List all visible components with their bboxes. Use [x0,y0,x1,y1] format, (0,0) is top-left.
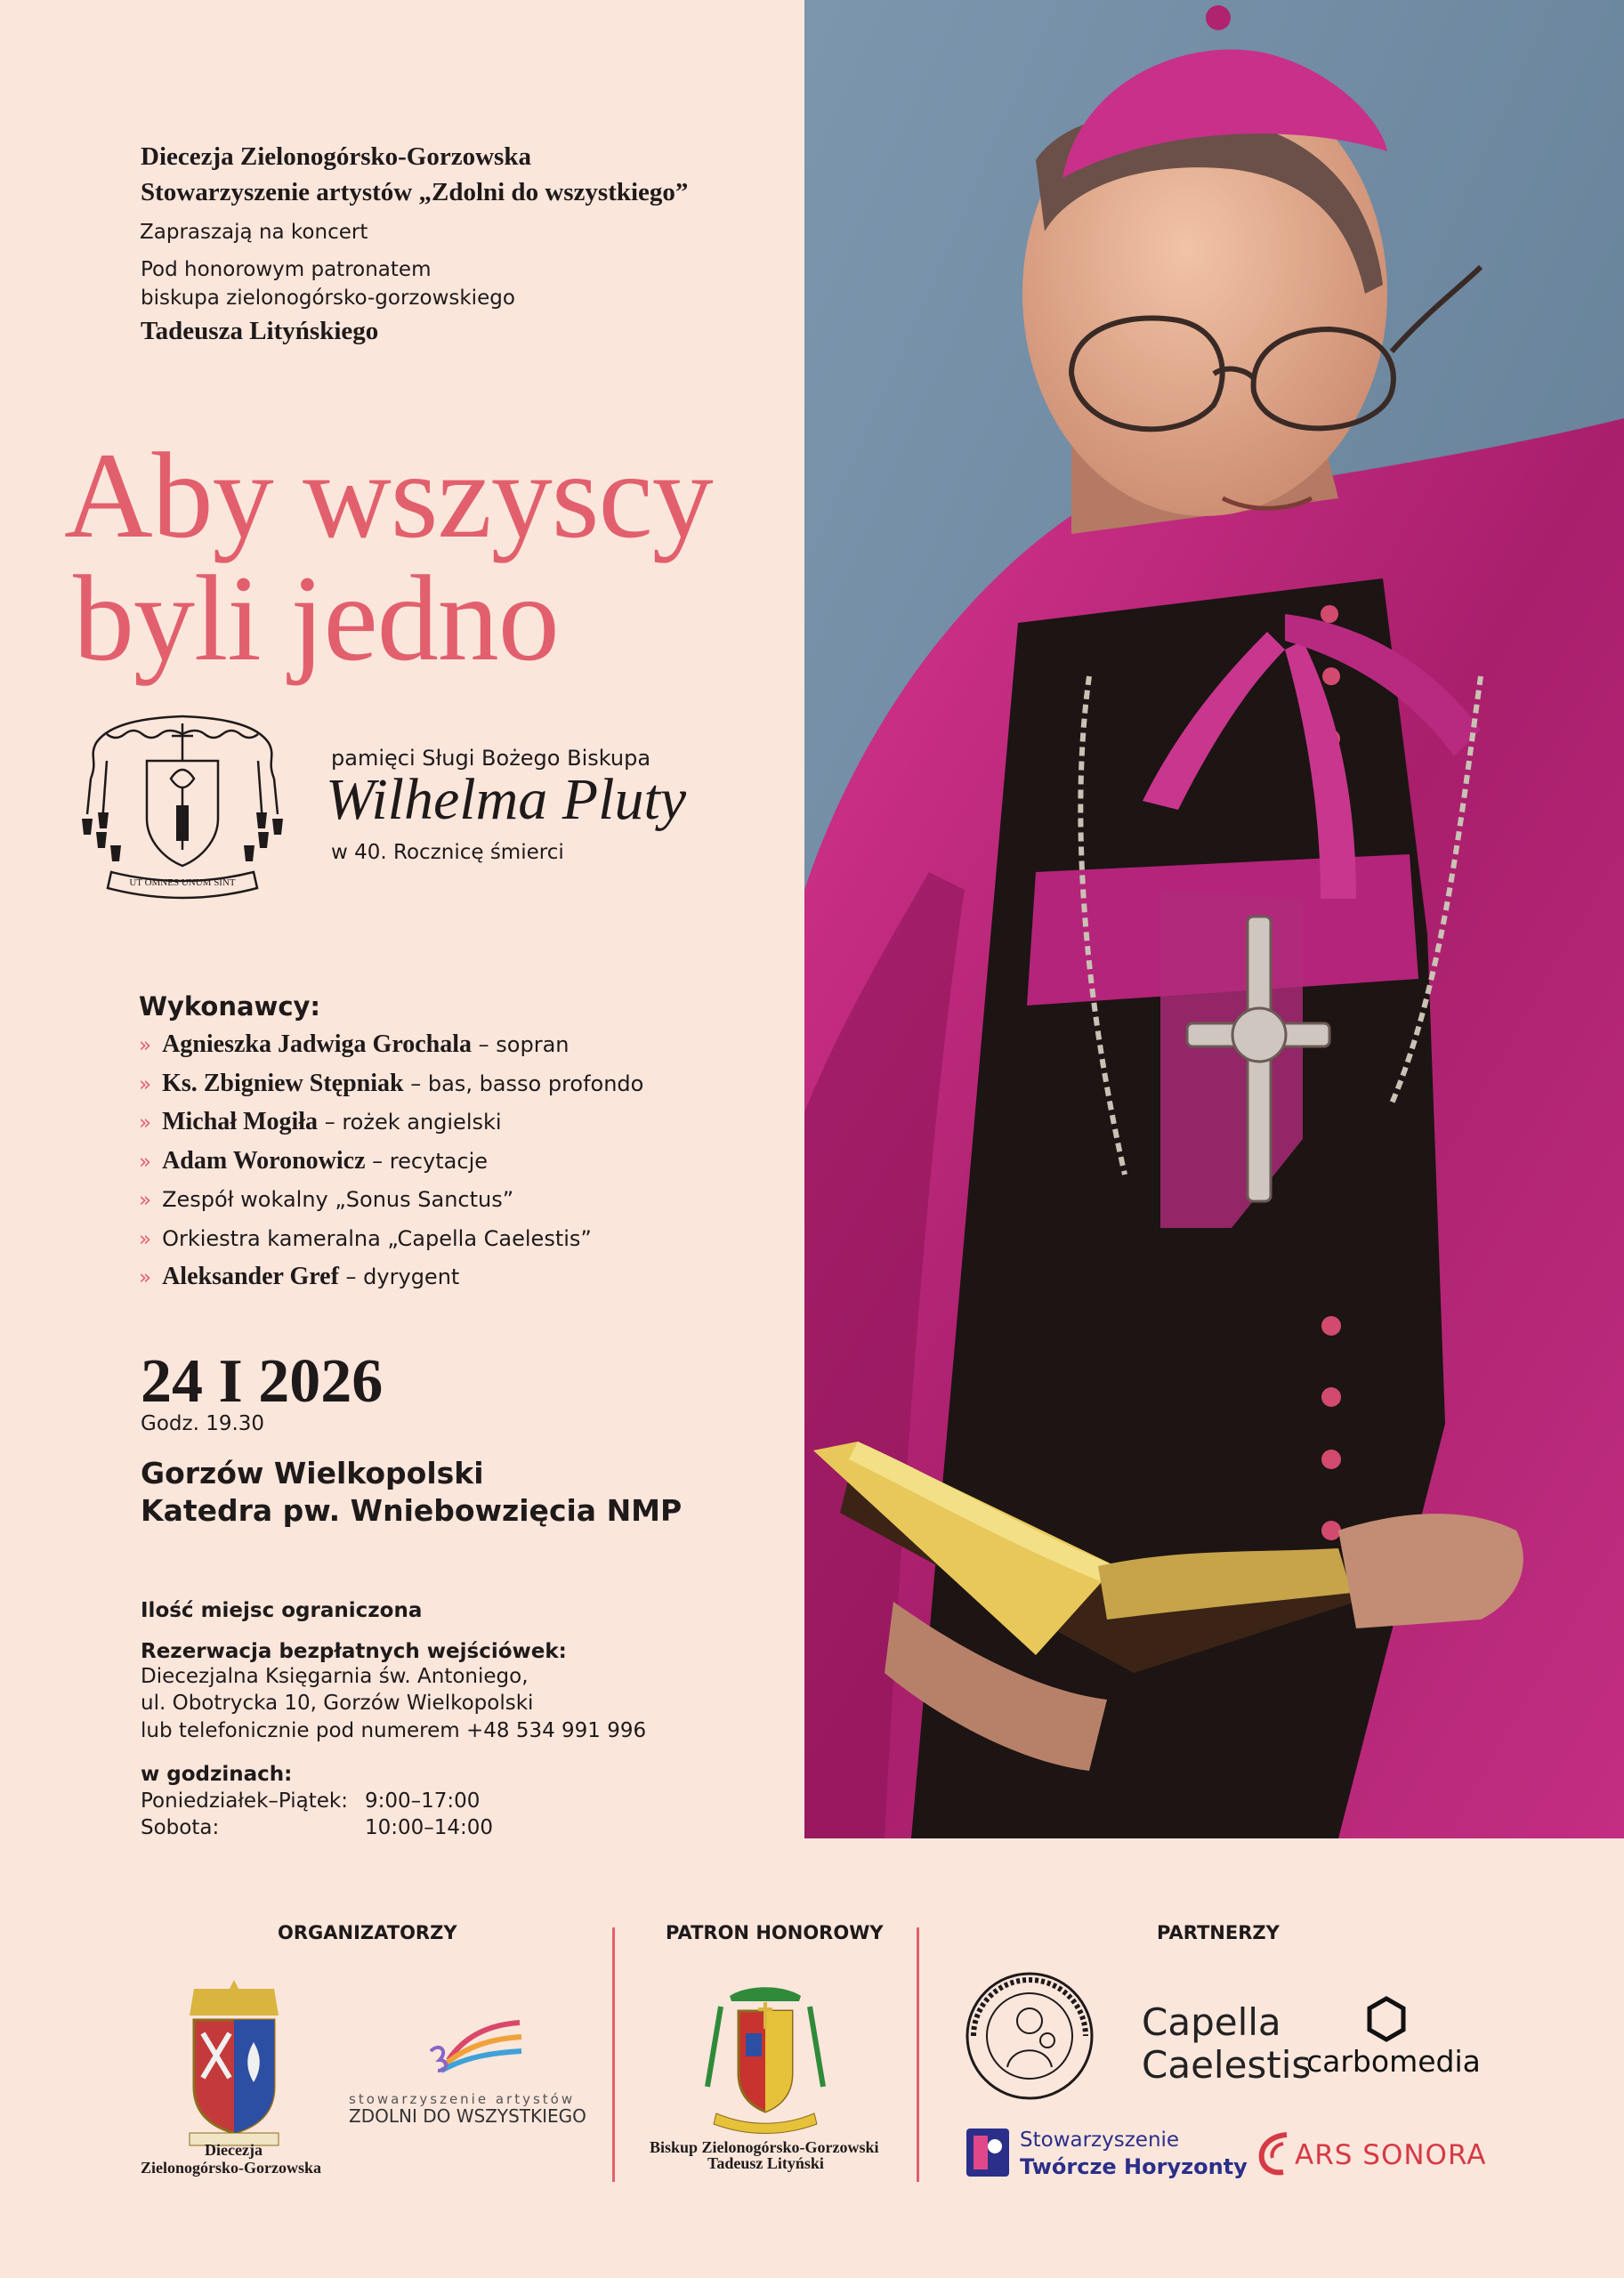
list-item [139,1108,643,1147]
zdolni-logo-icon [422,2015,529,2078]
list-item [139,1224,643,1264]
bullet-icon: » [139,1189,152,1212]
reservation-line-1: Diecezjalna Księgarnia św. Antoniego, [141,1665,529,1688]
memory-line-3: w 40. Rocznicę śmierci [331,841,564,864]
event-venue: Katedra pw. Wniebowzięcia NMP [141,1493,683,1528]
ars-sonora-logo-text: ARS SONORA [1295,2139,1487,2171]
carbomedia-hexagon-icon [1366,1996,1407,2042]
bullet-icon: » [139,1072,152,1096]
performer-name: Agnieszka Jadwiga Grochala [162,1030,473,1058]
zdolni-big-text: ZDOLNI DO WSZYSTKIEGO [349,2105,586,2127]
event-date: 24 I 2026 [141,1347,384,1416]
tworcze-line-1: Stowarzyszenie [1020,2129,1180,2152]
performer-name: Adam Woronowicz [162,1146,366,1175]
partners-heading: PARTNERZY [1157,1922,1280,1943]
reservation-line-2: ul. Obotrycka 10, Gorzów Wielkopolski [141,1692,534,1715]
bishop-caption-1: Biskup Zielonogórsko-Gorzowski [650,2138,879,2156]
list-item [139,1147,643,1186]
bullet-icon: » [139,1034,152,1057]
patronage-line-1: Pod honorowym patronatem [141,258,432,281]
bishop-caption-2: Tadeusz Lityński [707,2154,824,2172]
bookstore-seal-icon [963,1969,1096,2103]
bullet-icon: » [139,1150,152,1174]
coat-of-arms-icon [71,707,294,903]
bullet-icon: » [139,1111,152,1135]
performer-name: Aleksander Gref [162,1263,339,1290]
hours-day-saturday: Sobota: [141,1816,220,1839]
event-city: Gorzów Wielkopolski [141,1456,484,1490]
organizer-association: Stowarzyszenie artystów „Zdolni do wszystkiego” [141,178,689,206]
patronage-line-2: biskupa zielonogórsko-gorzowskiego [141,287,515,310]
carbomedia-logo-text: carbomedia [1306,2044,1481,2079]
tworcze-line-2: Twórcze Horyzonty [1020,2154,1248,2179]
hours-heading: w godzinach: [141,1763,293,1786]
list-item [139,1030,643,1070]
hours-time-saturday: 10:00–14:00 [365,1816,494,1839]
invite-text: Zapraszają na koncert [140,221,368,244]
diocese-coat-of-arms-icon [176,1980,292,2149]
list-item [139,1185,643,1224]
performer-name: Michał Mogiła [162,1108,319,1135]
bishop-portrait-photo [804,0,1624,1838]
performers-heading: Wykonawcy: [139,991,321,1022]
footer-divider [917,1927,919,2182]
diocese-caption-2: Zielonogórsko-Gorzowska [141,2159,322,2177]
performer-role: Orkiestra kameralna „Capella Caelestis” [162,1225,592,1251]
hours-day-weekdays: Poniedziałek–Piątek: [141,1789,348,1813]
performer-role: – dyrygent [338,1264,460,1289]
coat-motto: UT OMNES UNUM SINT [129,877,236,888]
organizer-diocese: Diecezja Zielonogórsko-Gorzowska [141,142,531,171]
ars-sonora-icon [1256,2129,1294,2176]
list-item [139,1070,643,1109]
diocese-caption-1: Diecezja [205,2141,263,2159]
memory-line-1: pamięci Sługi Bożego Biskupa [331,746,651,771]
performer-name: Ks. Zbigniew Stępniak [162,1069,404,1097]
capella-logo-line-1: Capella [1142,2000,1281,2044]
footer-divider [612,1927,615,2182]
reservation-phone: lub telefonicznie pod numerem +48 534 991 996 [141,1719,647,1742]
performer-role: – recytacje [365,1148,489,1174]
performer-role: – sopran [472,1032,570,1057]
concert-title-line-1: Aby wszyscy [64,427,713,563]
tworcze-horyzonty-icon [965,2127,1011,2178]
capella-logo-line-2: Caelestis [1142,2043,1312,2087]
performer-role: Zespół wokalny „Sonus Sanctus” [162,1187,514,1212]
list-item [139,1263,643,1302]
bullet-icon: » [139,1227,152,1251]
limited-seats-note: Ilość miejsc ograniczona [141,1599,423,1622]
event-hour: Godz. 19.30 [141,1412,265,1435]
hours-time-weekdays: 9:00–17:00 [365,1789,481,1813]
performer-role: – bas, basso profondo [403,1070,644,1096]
performers-list [139,1030,643,1302]
bullet-icon: » [139,1266,152,1289]
reservation-heading: Rezerwacja bezpłatnych wejściówek: [141,1640,567,1663]
bishop-coat-of-arms-icon [694,1980,836,2136]
organizers-heading: ORGANIZATORZY [278,1922,457,1943]
patron-heading: PATRON HONOROWY [666,1922,884,1943]
bishop-name: Wilhelma Pluty [326,767,687,832]
performer-role: – rożek angielski [318,1110,502,1135]
concert-title-line-2: byli jedno [73,550,559,686]
patronage-name: Tadeusza Lityńskiego [141,317,379,345]
zdolni-small-text: stowarzyszenie artystów [349,2091,576,2107]
